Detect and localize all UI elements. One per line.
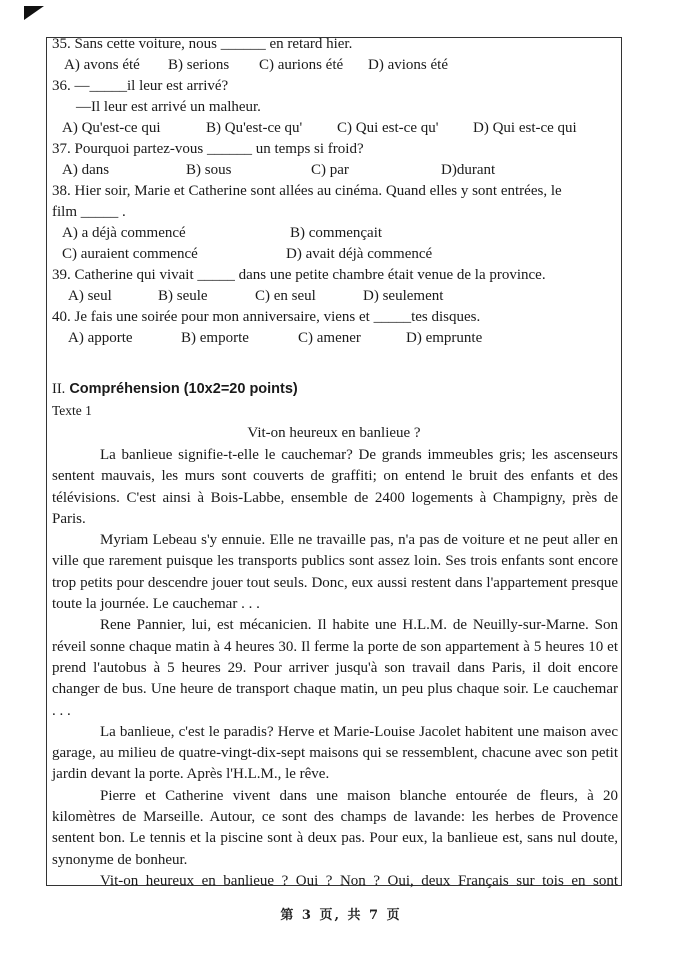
question-39-stem: 39. Catherine qui vivait _____ dans une petite chambre était venue de la province. [52,267,546,283]
scan-corner-mark [24,6,44,20]
question-37-option-b: B) sous [186,162,232,178]
question-40-stem: 40. Je fais une soirée pour mon anniversaire, viens et _____tes disques. [52,309,481,325]
question-36-stem: 36. —_____il leur est arrivé? [52,78,229,94]
question-35-option-b: B) serions [168,57,230,73]
question-35-option-a: A) avons été [64,57,140,73]
question-37-option-c: C) par [311,162,349,178]
question-40-option-c: C) amener [298,330,361,346]
question-38-option-a: A) a déjà commencé [62,225,186,241]
question-38-option-b: B) commençait [290,225,383,241]
question-37-stem: 37. Pourquoi partez-vous ______ un temps si froid? [52,141,364,157]
section-heading [52,380,298,398]
question-38-option-c: C) auraient commencé [62,246,198,262]
reading-title: Vit-on heureux en banlieue ? [247,425,421,441]
text-label: Texte 1 [52,403,92,418]
question-40-option-b: B) emporte [181,330,249,346]
page-number-footer: 第 3 页, 共 7 页 [280,908,402,923]
question-38-stem-continued: film _____ . [52,204,126,220]
section-number: II. [52,381,66,397]
question-36-reply: —Il leur est arrivé un malheur. [76,99,261,115]
passage-paragraph: Myriam Lebeau s'y ennuie. Elle ne travaille pas, n'a pas de voiture et ne peut aller en ville que rarement puisque les transports publics sont assez loin. Ses trois enfants sont encore trop petits pour descendre jouer tout seuls. Donc, eux aussi restent dans l'appartement presque toute la journée. Le cauchemar . . . [52,532,618,613]
question-36-option-c: C) Qui est-ce qu' [337,120,439,136]
question-36-option-b: B) Qu'est-ce qu' [206,120,303,136]
question-37-option-d: D)durant [441,162,496,178]
section-title: Compréhension (10x2=20 points) [69,381,298,397]
question-39-option-a: A) seul [68,288,112,304]
question-39-option-b: B) seule [158,288,208,304]
question-39-option-c: C) en seul [255,288,316,304]
question-36-option-d: D) Qui est-ce qui [473,120,577,136]
passage-paragraph: La banlieue, c'est le paradis? Herve et Marie-Louise Jacolet habitent une maison avec garage, au milieu de quatre-vingt-dix-sept maisons qui se ressemblent, chacune avec son petit jardin devant la porte. Après l'H.L.M., le rêve. [52,723,618,783]
question-37-option-a: A) dans [62,162,110,178]
reading-passage [52,445,618,892]
question-35-stem: 35. Sans cette voiture, nous ______ en retard hier. [52,36,353,52]
question-36-option-a: A) Qu'est-ce qui [62,120,161,136]
question-35-option-c: C) aurions été [259,57,344,73]
passage-paragraph: Vit-on heureux en banlieue ? Oui ? Non ? Oui, deux Français sur tois en sont [100,872,618,889]
question-40-option-a: A) apporte [68,330,133,346]
passage-paragraph: La banlieue signifie-t-elle le cauchemar? De grands immeubles gris; les ascenseurs sentent mauvais, les murs sont couverts de graffiti; on entend le bruit des enfants et des télévisions. C'est ainsi à Bois-Labbe, ensemble de 2400 logements à Champigny, près de Paris. [52,447,618,527]
passage-paragraph: Rene Pannier, lui, est mécanicien. Il habite une H.L.M. de Neuilly-sur-Marne. Son réveil sonne chaque matin à 4 heures 30. Il ferme la porte de son appartement à 5 heures 10 et prend l'autobus à 5 heures 29. Pour arriver jusqu'à son travail dans Paris, il doit encore changer de bus. Une heure de transport chaque matin, un peu plus chaque soir. Le cauchemar . . . [52,617,618,719]
question-38-stem: 38. Hier soir, Marie et Catherine sont allées au cinéma. Quand elles y sont entrées, le [52,183,562,199]
question-35-option-d: D) avions été [368,57,448,73]
question-38-option-d: D) avait déjà commencé [286,246,433,262]
question-40-option-d: D) emprunte [406,330,483,346]
passage-paragraph: Pierre et Catherine vivent dans une maison blanche entourée de fleurs, à 20 kilomètres de Marseille. Autour, ce sont des champs de lavande: les herbes de Provence sentent bon. Le tennis et la piscine sont à deux pas. Pour eux, la banlieue est, sans nul doute, synonyme de bonheur. [52,787,618,868]
question-39-option-d: D) seulement [363,288,444,304]
